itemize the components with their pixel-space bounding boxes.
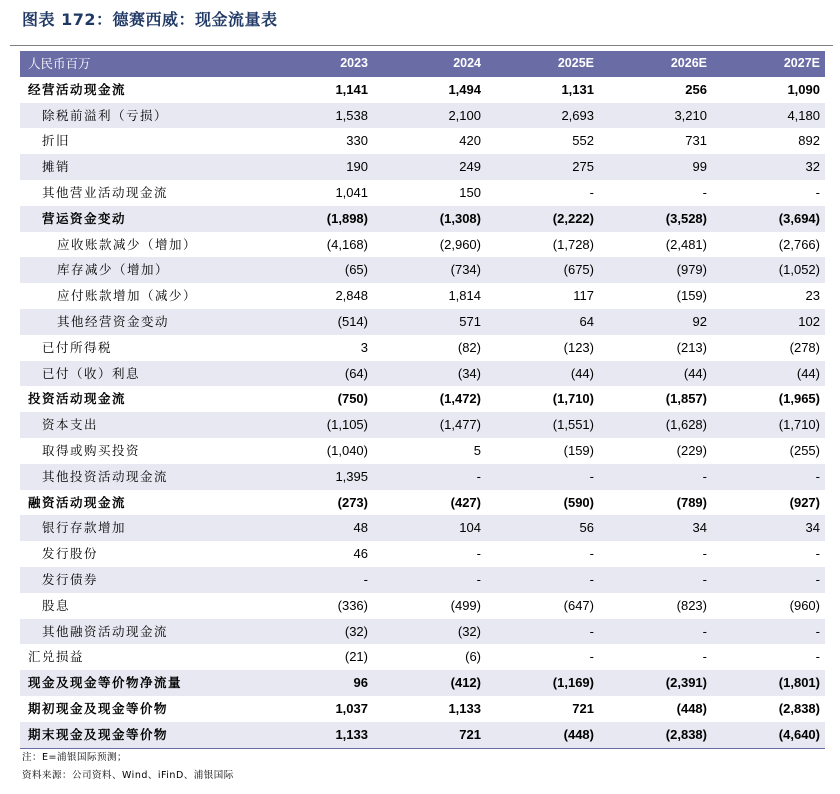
cell-value: (34) <box>373 361 486 387</box>
cell-value: (159) <box>486 438 599 464</box>
table-row <box>20 644 825 670</box>
cell-value: (499) <box>373 593 486 619</box>
cell-value: 249 <box>373 154 486 180</box>
table-row <box>20 541 825 567</box>
cell-value: (1,040) <box>260 438 373 464</box>
cell-value: 1,133 <box>373 696 486 722</box>
cell-value: (32) <box>260 619 373 645</box>
table-row <box>20 696 825 722</box>
cell-value: 34 <box>712 515 825 541</box>
table-row <box>20 670 825 696</box>
header-year-2023: 2023 <box>260 51 373 77</box>
cell-value: (1,710) <box>712 412 825 438</box>
cell-value: 1,037 <box>260 696 373 722</box>
cell-value: 552 <box>486 128 599 154</box>
table-row <box>20 232 825 258</box>
cell-value: (1,477) <box>373 412 486 438</box>
cell-value: (823) <box>599 593 712 619</box>
cell-value: 1,131 <box>486 77 599 103</box>
cell-value: (1,472) <box>373 386 486 412</box>
header-label: 人民币百万 <box>20 51 260 77</box>
cell-value: 104 <box>373 515 486 541</box>
cell-value: (278) <box>712 335 825 361</box>
cell-value: - <box>599 464 712 490</box>
cell-value: (4,640) <box>712 722 825 748</box>
cell-value: 1,133 <box>260 722 373 748</box>
cell-value: 1,538 <box>260 103 373 129</box>
cell-value: - <box>486 464 599 490</box>
cell-value: 2,848 <box>260 283 373 309</box>
cell-value: 731 <box>599 128 712 154</box>
cell-value: - <box>599 180 712 206</box>
cell-value: - <box>712 644 825 670</box>
table-row <box>20 619 825 645</box>
cell-value: 571 <box>373 309 486 335</box>
row-label: 其他经营资金变动 <box>20 309 260 335</box>
cell-value: 721 <box>373 722 486 748</box>
cell-value: 56 <box>486 515 599 541</box>
cell-value: (65) <box>260 257 373 283</box>
cell-value: - <box>599 567 712 593</box>
cell-value: 2,100 <box>373 103 486 129</box>
cell-value: (2,222) <box>486 206 599 232</box>
table-row <box>20 257 825 283</box>
cell-value: 1,090 <box>712 77 825 103</box>
cell-value: 4,180 <box>712 103 825 129</box>
cell-value: (255) <box>712 438 825 464</box>
table-row <box>20 361 825 387</box>
row-label: 其他投资活动现金流 <box>20 464 260 490</box>
cell-value: (2,766) <box>712 232 825 258</box>
cell-value: - <box>486 180 599 206</box>
table-row <box>20 464 825 490</box>
cell-value: - <box>712 567 825 593</box>
cell-value: 3 <box>260 335 373 361</box>
table-row <box>20 283 825 309</box>
cell-value: 275 <box>486 154 599 180</box>
cell-value: - <box>599 541 712 567</box>
cell-value: (2,838) <box>599 722 712 748</box>
table-row <box>20 180 825 206</box>
table-row <box>20 515 825 541</box>
cell-value: 1,141 <box>260 77 373 103</box>
row-label: 应收账款减少（增加） <box>20 232 260 258</box>
cell-value: (213) <box>599 335 712 361</box>
cell-value: (979) <box>599 257 712 283</box>
row-label: 现金及现金等价物净流量 <box>20 670 260 696</box>
cell-value: 721 <box>486 696 599 722</box>
cell-value: 892 <box>712 128 825 154</box>
cell-value: (2,960) <box>373 232 486 258</box>
cell-value: (44) <box>712 361 825 387</box>
cell-value: - <box>486 644 599 670</box>
cell-value: (448) <box>599 696 712 722</box>
cell-value: 3,210 <box>599 103 712 129</box>
table-row <box>20 206 825 232</box>
cell-value: (1,728) <box>486 232 599 258</box>
cell-value: - <box>486 567 599 593</box>
cell-value: - <box>712 619 825 645</box>
title-divider <box>10 45 833 46</box>
header-year-2026e: 2026E <box>599 51 712 77</box>
cell-value: - <box>599 644 712 670</box>
cell-value: (6) <box>373 644 486 670</box>
table-row <box>20 593 825 619</box>
table-row <box>20 77 825 103</box>
row-label: 融资活动现金流 <box>20 490 260 516</box>
table-row <box>20 386 825 412</box>
row-label: 投资活动现金流 <box>20 386 260 412</box>
source-note: 资料来源：公司资料、Wind、iFinD、浦银国际 <box>22 770 234 781</box>
cell-value: 2,693 <box>486 103 599 129</box>
cell-value: - <box>712 541 825 567</box>
table-row <box>20 722 825 748</box>
cell-value: - <box>486 619 599 645</box>
row-label: 期末现金及现金等价物 <box>20 722 260 748</box>
header-year-2025e: 2025E <box>486 51 599 77</box>
cell-value: (2,838) <box>712 696 825 722</box>
cell-value: (1,965) <box>712 386 825 412</box>
table-row <box>20 103 825 129</box>
row-label: 股息 <box>20 593 260 619</box>
cell-value: 48 <box>260 515 373 541</box>
cell-value: (3,694) <box>712 206 825 232</box>
cell-value: (21) <box>260 644 373 670</box>
cell-value: (1,169) <box>486 670 599 696</box>
table-header-row <box>20 51 825 77</box>
cell-value: (927) <box>712 490 825 516</box>
cell-value: - <box>260 567 373 593</box>
cell-value: (2,481) <box>599 232 712 258</box>
row-label: 银行存款增加 <box>20 515 260 541</box>
cell-value: (1,105) <box>260 412 373 438</box>
cell-value: (32) <box>373 619 486 645</box>
header-year-2027e: 2027E <box>712 51 825 77</box>
row-label: 库存减少（增加） <box>20 257 260 283</box>
table-row <box>20 309 825 335</box>
row-label: 资本支出 <box>20 412 260 438</box>
table-row <box>20 412 825 438</box>
cell-value: (4,168) <box>260 232 373 258</box>
row-label: 已付（收）利息 <box>20 361 260 387</box>
cell-value: - <box>373 567 486 593</box>
cell-value: (1,308) <box>373 206 486 232</box>
cell-value: (647) <box>486 593 599 619</box>
cell-value: (590) <box>486 490 599 516</box>
cell-value: (960) <box>712 593 825 619</box>
cell-value: 32 <box>712 154 825 180</box>
row-label: 已付所得税 <box>20 335 260 361</box>
cell-value: 150 <box>373 180 486 206</box>
row-label: 发行债券 <box>20 567 260 593</box>
cell-value: 34 <box>599 515 712 541</box>
cell-value: (123) <box>486 335 599 361</box>
cell-value: 102 <box>712 309 825 335</box>
row-label: 折旧 <box>20 128 260 154</box>
cell-value: - <box>712 180 825 206</box>
table-row <box>20 154 825 180</box>
figure-title: 图表 172：德赛西威：现金流量表 <box>22 10 278 29</box>
row-label: 经营活动现金流 <box>20 77 260 103</box>
cell-value: 117 <box>486 283 599 309</box>
cell-value: (229) <box>599 438 712 464</box>
row-label: 应付账款增加（减少） <box>20 283 260 309</box>
cash-flow-table <box>20 51 825 749</box>
row-label: 取得或购买投资 <box>20 438 260 464</box>
cell-value: - <box>599 619 712 645</box>
table-row <box>20 438 825 464</box>
row-label: 其他营业活动现金流 <box>20 180 260 206</box>
cell-value: 1,494 <box>373 77 486 103</box>
cell-value: 1,814 <box>373 283 486 309</box>
cell-value: 92 <box>599 309 712 335</box>
cell-value: (336) <box>260 593 373 619</box>
row-label: 期初现金及现金等价物 <box>20 696 260 722</box>
cell-value: 5 <box>373 438 486 464</box>
cell-value: (273) <box>260 490 373 516</box>
cell-value: 190 <box>260 154 373 180</box>
cell-value: (44) <box>599 361 712 387</box>
cell-value: 64 <box>486 309 599 335</box>
footnote: 注：E=浦银国际预测； <box>22 752 127 763</box>
cell-value: (1,898) <box>260 206 373 232</box>
cell-value: (1,628) <box>599 412 712 438</box>
cell-value: (675) <box>486 257 599 283</box>
cell-value: (1,052) <box>712 257 825 283</box>
cell-value: (750) <box>260 386 373 412</box>
cell-value: 330 <box>260 128 373 154</box>
cell-value: (412) <box>373 670 486 696</box>
cell-value: (1,551) <box>486 412 599 438</box>
cell-value: 96 <box>260 670 373 696</box>
table-row <box>20 335 825 361</box>
cell-value: - <box>486 541 599 567</box>
row-label: 其他融资活动现金流 <box>20 619 260 645</box>
cell-value: (2,391) <box>599 670 712 696</box>
header-year-2024: 2024 <box>373 51 486 77</box>
cell-value: (734) <box>373 257 486 283</box>
cell-value: 256 <box>599 77 712 103</box>
cell-value: (1,857) <box>599 386 712 412</box>
cell-value: 420 <box>373 128 486 154</box>
row-label: 发行股份 <box>20 541 260 567</box>
row-label: 摊销 <box>20 154 260 180</box>
cell-value: (82) <box>373 335 486 361</box>
cell-value: (427) <box>373 490 486 516</box>
cell-value: 1,395 <box>260 464 373 490</box>
cell-value: (159) <box>599 283 712 309</box>
cell-value: (448) <box>486 722 599 748</box>
cell-value: - <box>373 464 486 490</box>
table-row <box>20 128 825 154</box>
row-label: 除税前溢利（亏损） <box>20 103 260 129</box>
cell-value: (789) <box>599 490 712 516</box>
cell-value: (3,528) <box>599 206 712 232</box>
cell-value: 1,041 <box>260 180 373 206</box>
row-label: 汇兑损益 <box>20 644 260 670</box>
table-body <box>20 77 825 748</box>
cell-value: - <box>373 541 486 567</box>
cell-value: - <box>712 464 825 490</box>
cell-value: (44) <box>486 361 599 387</box>
cell-value: 46 <box>260 541 373 567</box>
cell-value: 23 <box>712 283 825 309</box>
cell-value: (64) <box>260 361 373 387</box>
cell-value: (1,801) <box>712 670 825 696</box>
table-row <box>20 567 825 593</box>
cell-value: 99 <box>599 154 712 180</box>
table-row <box>20 490 825 516</box>
cell-value: (1,710) <box>486 386 599 412</box>
row-label: 营运资金变动 <box>20 206 260 232</box>
cell-value: (514) <box>260 309 373 335</box>
